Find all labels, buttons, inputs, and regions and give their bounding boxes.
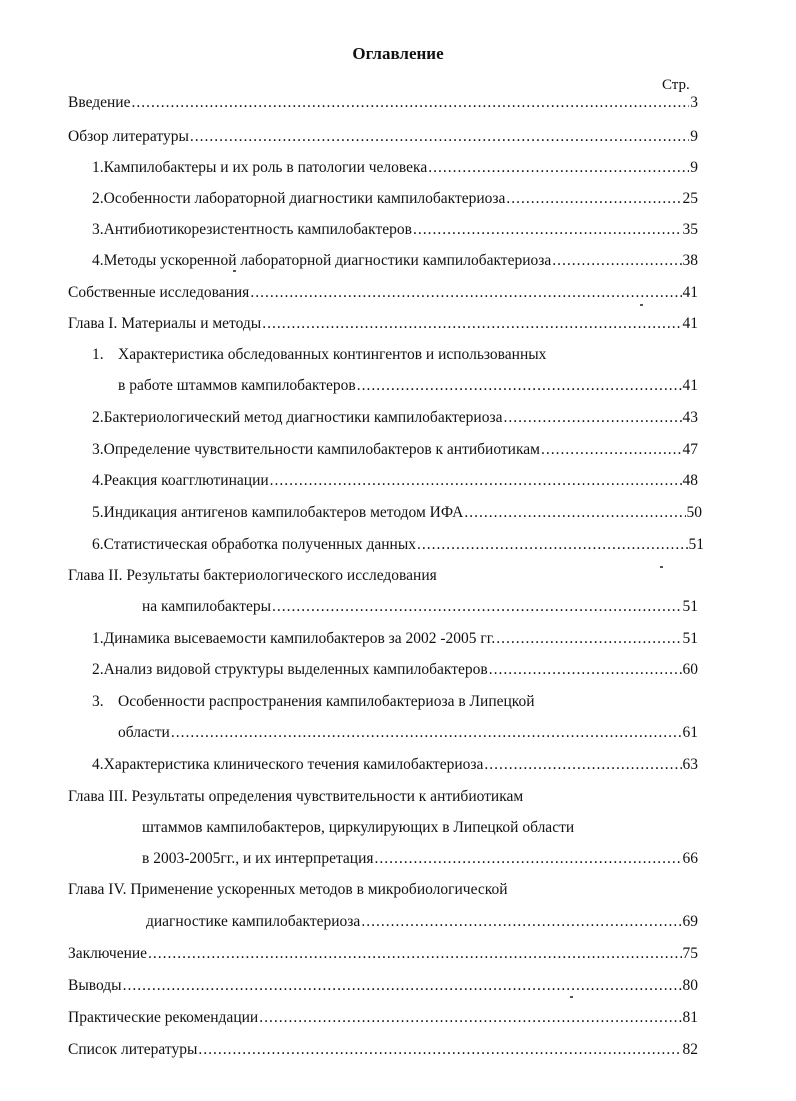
toc-entry-chapter-4-line2 (146, 912, 698, 932)
toc-entry-number: 3. (92, 693, 104, 710)
leader-dots (272, 597, 681, 617)
leader-dots (464, 503, 685, 523)
toc-entry-text: Обзор литературы (68, 128, 189, 145)
toc-entry-findings (68, 976, 698, 996)
toc-entry-page: 41 (682, 284, 698, 301)
toc-entry-text: Практические рекомендации (68, 1009, 259, 1026)
toc-entry-number: 3. (92, 221, 104, 238)
toc-entry-number: 1. (92, 159, 104, 176)
toc-entry-page: 9 (690, 128, 698, 145)
scan-speck (660, 566, 663, 568)
scan-speck (640, 304, 643, 306)
toc-entry-chapter-2-line2 (142, 597, 698, 617)
toc-entry-page: 43 (682, 409, 698, 426)
toc-entry-text: Антибиотикорезистентность кампилобактеров (103, 221, 412, 238)
toc-entry-chapter-2-line1: Глава II. Результаты бактериологического исследования (68, 567, 437, 584)
toc-entry-ch1-3 (92, 440, 698, 460)
toc-entry-page: 61 (682, 724, 698, 741)
toc-entry-references (68, 1040, 698, 1060)
toc-entry-number: 3. (92, 441, 104, 458)
leader-dots (361, 912, 681, 932)
toc-entry-ch2-3-line1 (92, 692, 535, 712)
toc-entry-number: 6. (92, 536, 104, 553)
scan-speck (233, 270, 236, 272)
leader-dots (506, 189, 681, 209)
toc-entry-page: 51 (682, 598, 698, 615)
leader-dots (262, 314, 681, 334)
toc-entry-literature (68, 127, 698, 147)
toc-entry-number: 2. (92, 190, 104, 207)
leader-dots (484, 755, 681, 775)
leader-dots (375, 849, 682, 869)
toc-entry-ch2-3-line2 (118, 723, 698, 743)
toc-entry-text: Особенности распространения кампилобактериоза в Липецкой (118, 693, 535, 710)
toc-entry-conclusion (68, 944, 698, 964)
toc-entry-text: Собственные исследования (68, 284, 250, 301)
scan-speck (570, 996, 573, 998)
toc-entry-text: Выводы (68, 977, 122, 994)
toc-entry-page: 81 (682, 1009, 698, 1026)
leader-dots (413, 220, 682, 240)
toc-entry-intro (68, 93, 698, 113)
leader-dots (131, 93, 689, 113)
toc-entry-text: Статистическая обработка полученных данных (103, 536, 417, 553)
toc-entry-page: 75 (682, 945, 698, 962)
toc-entry-text: Заключение (68, 945, 148, 962)
toc-entry-page: 60 (682, 661, 698, 678)
toc-entry-number: 1. (92, 346, 104, 363)
toc-entry-page: 50 (686, 504, 702, 521)
toc-entry-text: Бактериологический метод диагностики кампилобактериоза (103, 409, 503, 426)
toc-entry-number: 2. (92, 409, 104, 426)
toc-entry-chapter-1 (68, 314, 698, 334)
page-column-label: Стр. (662, 77, 690, 93)
toc-entry-page: 38 (682, 252, 698, 269)
toc-entry-chapter-4-line1: Глава IV. Применение ускоренных методов в микробиологической (68, 881, 508, 898)
leader-dots (148, 944, 681, 964)
toc-entry-text: Методы ускоренной лабораторной диагностики кампилобактериоза (103, 252, 552, 269)
toc-entry-page: 41 (682, 377, 698, 394)
toc-entry-text: в работе штаммов кампилобактеров (118, 377, 356, 394)
toc-entry-number: 1. (92, 630, 104, 647)
toc-entry-page: 51 (688, 536, 704, 553)
toc-entry-page: 3 (690, 94, 698, 111)
leader-dots (489, 660, 682, 680)
toc-entry-lit-1 (92, 158, 698, 178)
leader-dots (250, 283, 681, 303)
toc-entry-page: 66 (682, 850, 698, 867)
leader-dots (190, 127, 689, 147)
toc-entry-page: 82 (682, 1041, 698, 1058)
toc-entry-text: Особенности лабораторной диагностики кампилобактериоза (103, 190, 506, 207)
toc-entry-page: 41 (682, 315, 698, 332)
toc-entry-ch1-1-line2 (118, 376, 698, 396)
leader-dots (259, 1008, 681, 1028)
toc-entry-lit-2 (92, 189, 698, 209)
toc-entry-own-research (68, 283, 698, 303)
toc-entry-page: 47 (682, 441, 698, 458)
leader-dots (357, 376, 682, 396)
toc-entry-text: Глава I. Материалы и методы (68, 315, 262, 332)
leader-dots (417, 535, 687, 555)
toc-entry-chapter-3-line2: штаммов кампилобактеров, циркулирующих в Липецкой области (142, 819, 575, 836)
toc-entry-page: 63 (682, 756, 698, 773)
leader-dots (503, 408, 681, 428)
toc-entry-page: 25 (682, 190, 698, 207)
toc-entry-text: Индикация антигенов кампилобактеров методом ИФА (103, 504, 464, 521)
toc-entry-ch1-5 (92, 503, 702, 523)
toc-entry-text: Введение (68, 94, 131, 111)
leader-dots (496, 629, 681, 649)
toc-entry-text: Характеристика клинического течения камилобактериоза (103, 756, 484, 773)
toc-entry-text: Определение чувствительности кампилобактеров к антибиотикам (103, 441, 540, 458)
leader-dots (428, 158, 689, 178)
toc-entry-number: 4. (92, 756, 104, 773)
toc-entry-number: 4. (92, 252, 104, 269)
toc-entry-chapter-3-line3 (142, 849, 698, 869)
toc-entry-page: 69 (682, 913, 698, 930)
toc-entry-page: 48 (682, 472, 698, 489)
toc-entry-number: 5. (92, 504, 104, 521)
toc-entry-ch1-6 (92, 535, 704, 555)
toc-entry-page: 80 (682, 977, 698, 994)
leader-dots (123, 976, 682, 996)
toc-entry-ch1-4 (92, 471, 698, 491)
toc-entry-text: Характеристика обследованных контингентов и использованных (118, 346, 547, 363)
toc-entry-number: 4. (92, 472, 104, 489)
leader-dots (171, 723, 682, 743)
toc-entry-text: диагностике кампилобактериоза (146, 913, 361, 930)
leader-dots (541, 440, 682, 460)
toc-entry-page: 51 (682, 630, 698, 647)
leader-dots (270, 471, 682, 491)
toc-entry-text: Анализ видовой структуры выделенных кампилобактеров (103, 661, 488, 678)
toc-entry-text: на кампилобактеры (142, 598, 272, 615)
toc-entry-page: 9 (690, 159, 698, 176)
toc-entry-recommendations (68, 1008, 698, 1028)
toc-entry-ch2-1 (92, 629, 698, 649)
toc-entry-ch1-1-line1 (92, 345, 546, 365)
toc-entry-text: Реакция коагглютинации (103, 472, 269, 489)
toc-entry-page: 35 (682, 221, 698, 238)
toc-entry-chapter-3-line1: Глава III. Результаты определения чувствительности к антибиотикам (68, 788, 524, 805)
toc-entry-text: области (118, 724, 170, 741)
leader-dots (198, 1040, 681, 1060)
toc-entry-ch2-2 (92, 660, 698, 680)
toc-entry-ch2-4 (92, 755, 698, 775)
toc-entry-lit-4 (92, 251, 698, 271)
toc-entry-number: 2. (92, 661, 104, 678)
toc-entry-ch1-2 (92, 408, 698, 428)
page-title: Оглавление (352, 44, 444, 63)
toc-entry-text: Динамика высеваемости кампилобактеров за 2002 -2005 гг. (103, 630, 496, 647)
toc-entry-text: в 2003-2005гг., и их интерпретация (142, 850, 374, 867)
toc-entry-text: Кампилобактеры и их роль в патологии человека (103, 159, 428, 176)
toc-entry-text: Список литературы (68, 1041, 198, 1058)
leader-dots (552, 251, 681, 271)
toc-entry-lit-3 (92, 220, 698, 240)
